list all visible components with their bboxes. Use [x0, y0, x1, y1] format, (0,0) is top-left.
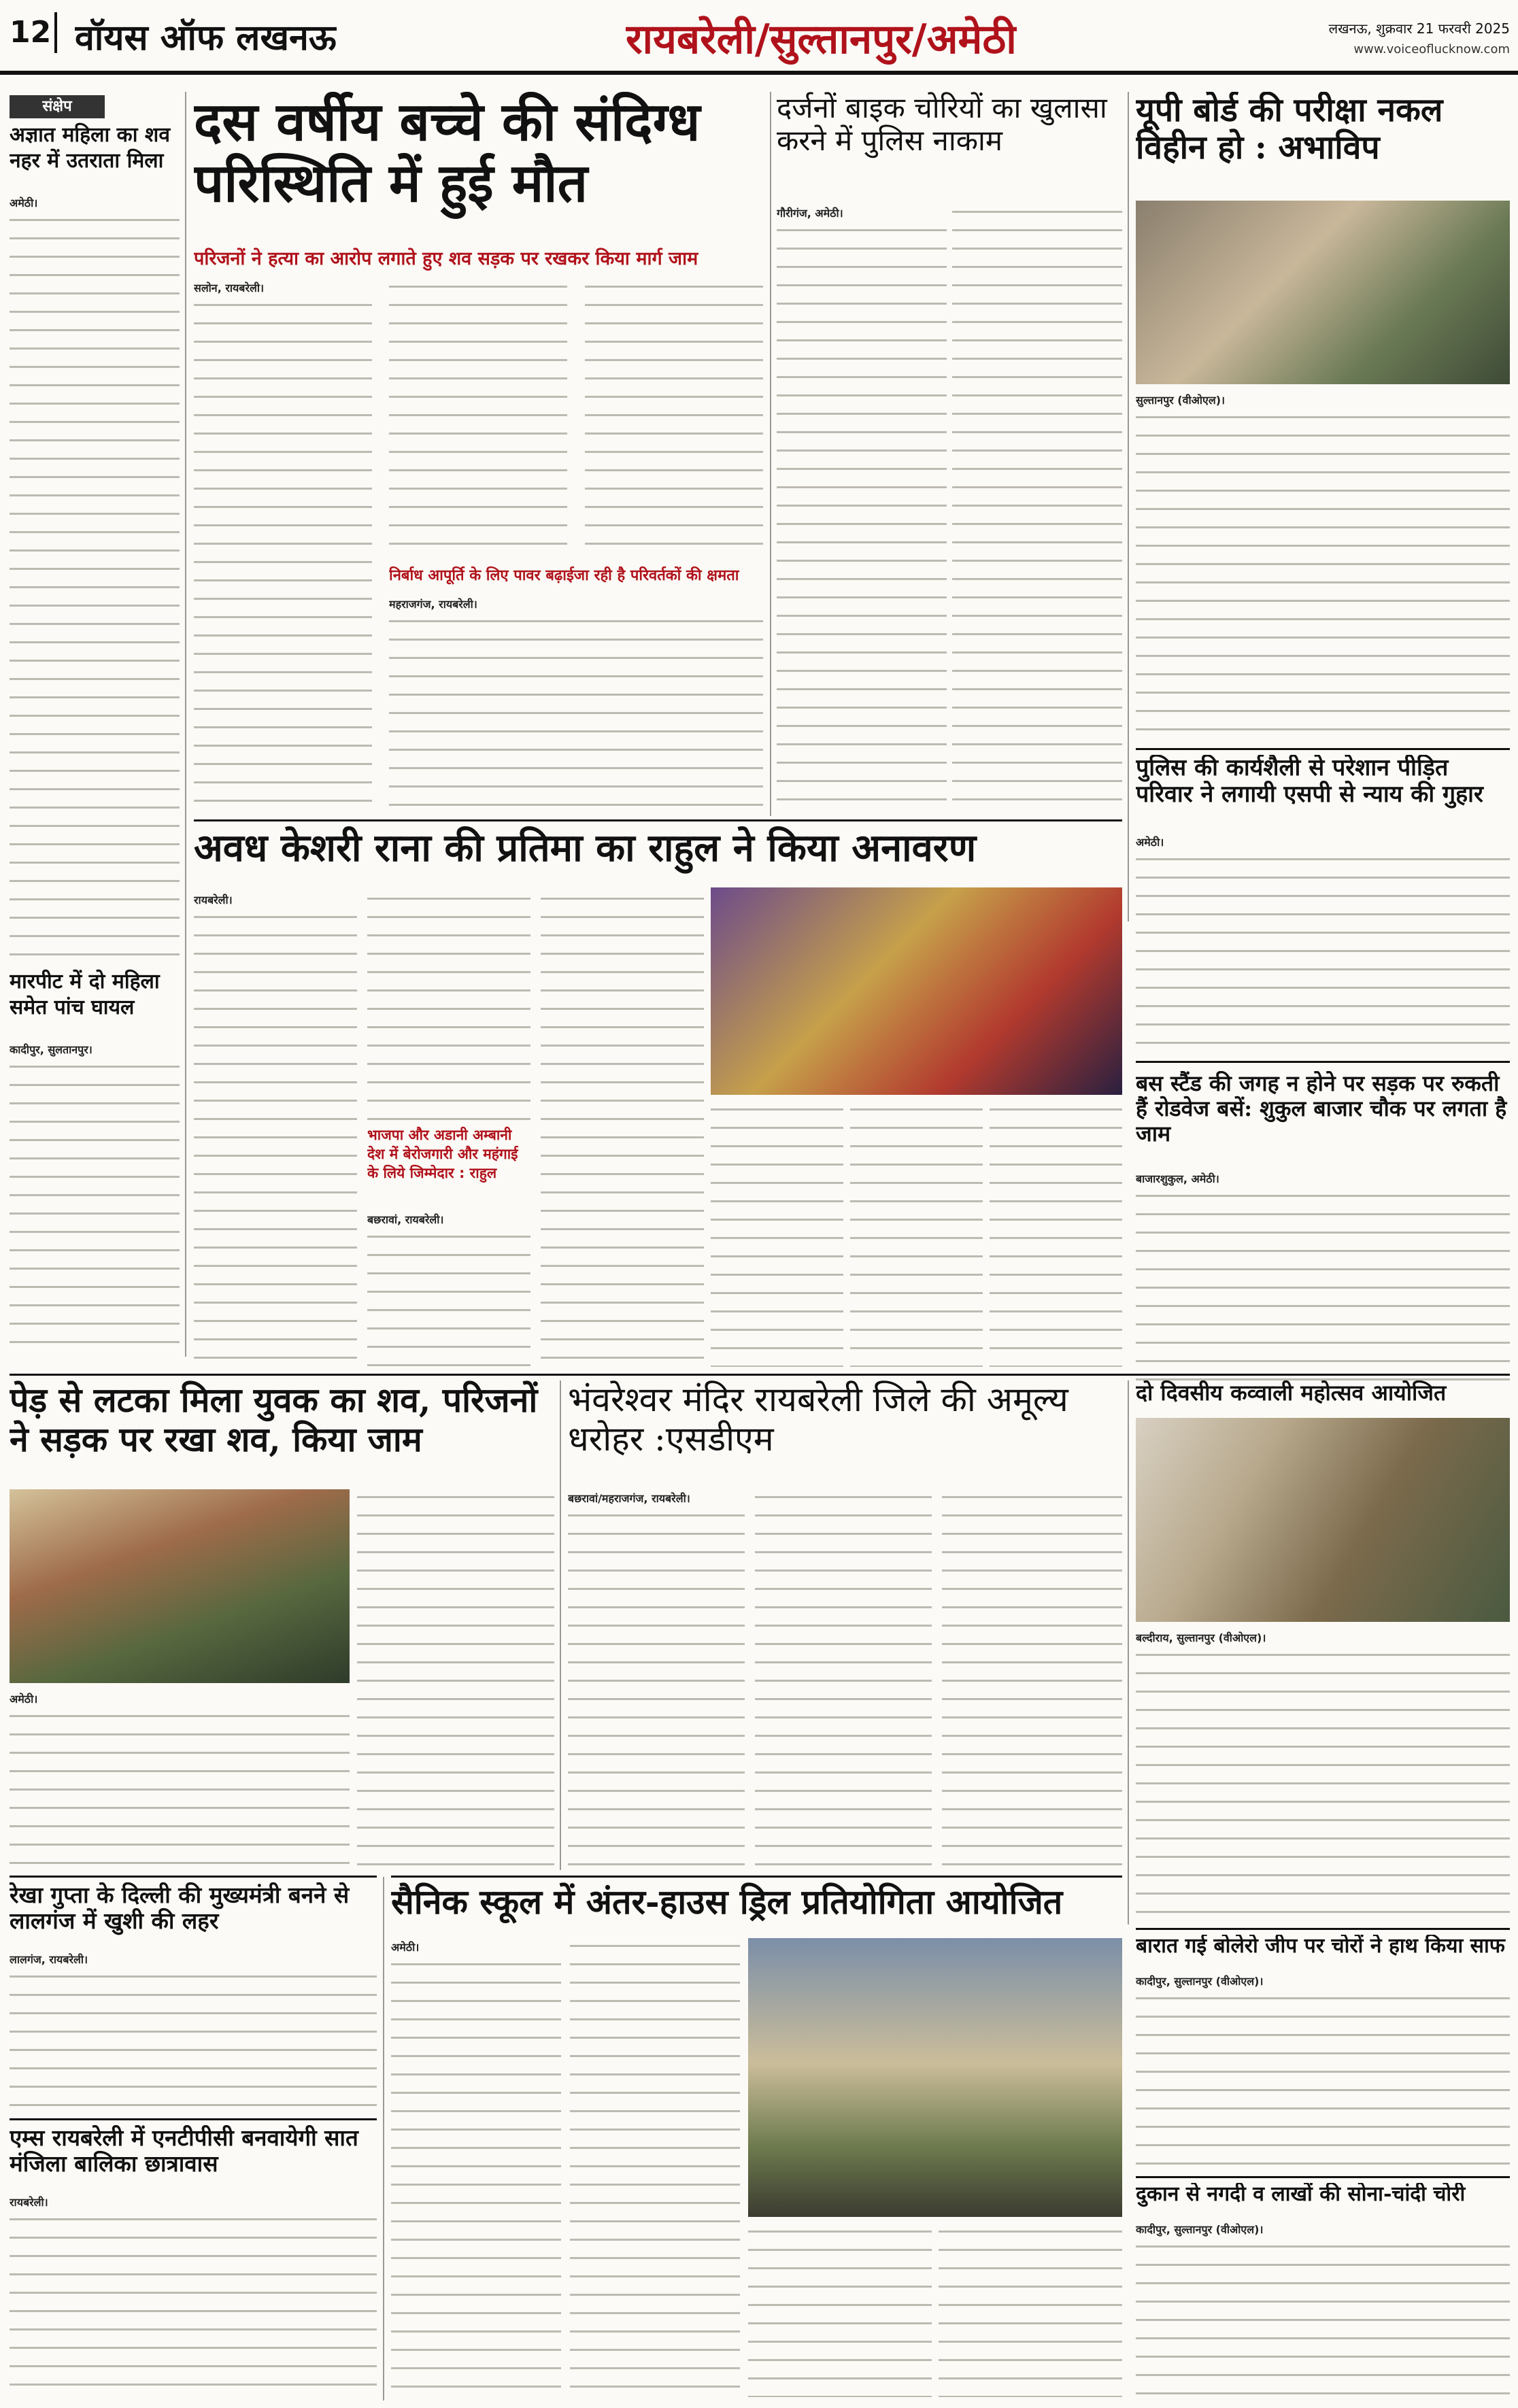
- temple-headline: भंवरेश्वर मंदिर रायबरेली जिले की अमूल्य धरोहर :एसडीएम: [568, 1380, 1068, 1459]
- text-block: [367, 1229, 530, 1367]
- ntpc-headline: एम्स रायबरेली में एनटीपीसी बनवायेगी सात मंजिला बालिका छात्रावास: [10, 2125, 358, 2177]
- sainik-body-col-1: [391, 1938, 561, 2397]
- section-rule: [10, 1876, 377, 1878]
- qawwali-body: [1136, 1629, 1510, 1921]
- qawwali-dateline: बल्दीराय, सुल्तानपुर (वीओएल)।: [1136, 1631, 1266, 1644]
- lead-body-col-1: [194, 279, 372, 816]
- text-block: [10, 212, 180, 966]
- qawwali-headline: दो दिवसीय कव्वाली महोत्सव आयोजित: [1136, 1380, 1447, 1406]
- sainik-dateline: अमेठी।: [391, 1941, 420, 1954]
- text-block: [1136, 2239, 1510, 2397]
- text-block: [389, 613, 763, 816]
- rahul-body-col-5: [850, 1102, 983, 1367]
- sidebar-headline-2: मारपीट में दो महिला समेत पांच घायल: [10, 970, 160, 1019]
- up-board-body: [1136, 391, 1510, 745]
- sainik-body-col-2: [570, 1938, 740, 2397]
- text-block: [777, 222, 947, 816]
- paper-name: वॉयस ऑफ लखनऊ: [75, 18, 337, 58]
- text-block: [711, 1102, 843, 1367]
- section-rule: [10, 1374, 1510, 1376]
- sainik-photo: [748, 1938, 1122, 2217]
- rahul-body-col-6: [990, 1102, 1122, 1367]
- section-rule: [1136, 1061, 1510, 1063]
- column-rule: [560, 1380, 561, 1870]
- text-block: [990, 1102, 1122, 1367]
- sidebar-story-1-body: [10, 194, 180, 966]
- text-block: [10, 1969, 377, 2114]
- column-rule: [770, 92, 771, 816]
- bus-stand-headline: बस स्टैंड की जगह न होने पर सड़क पर रुकती हैं रोडवेज बसें: शुकुल बाजार चौक पर लगता है जाम: [1136, 1071, 1507, 1147]
- rahul-inset-body: [367, 1210, 530, 1367]
- section-rule: [1136, 748, 1510, 750]
- tree-body-col-1: [10, 1690, 350, 1870]
- text-block: [1136, 409, 1510, 745]
- rahul-body-col-2: [367, 891, 530, 1122]
- sainik-body-col-3: [748, 2224, 932, 2397]
- tree-body-dateline: अमेठी।: [10, 1693, 38, 1706]
- text-block: [585, 279, 763, 558]
- temple-body-col-1: [568, 1489, 745, 1870]
- text-block: [952, 204, 1122, 816]
- text-block: [1136, 851, 1510, 1057]
- temple-dateline: बछरावां/महराजगंज, रायबरेली।: [568, 1492, 690, 1505]
- lead-inset-dateline: महराजगंज, रायबरेली।: [389, 598, 477, 611]
- jewellery-dateline: कादीपुर, सुल्तानपुर (वीओएल)।: [1136, 2223, 1264, 2236]
- text-block: [1136, 1188, 1510, 1394]
- bus-stand-dateline: बाजारशुकुल, अमेठी।: [1136, 1172, 1219, 1185]
- website-link[interactable]: www.voiceoflucknow.com: [1353, 42, 1510, 56]
- lead-headline: दस वर्षीय बच्चे की संदिग्ध परिस्थिति में हुई मौत: [194, 92, 701, 214]
- text-block: [755, 1489, 932, 1870]
- column-rule: [185, 92, 186, 1357]
- lead-body-col-2: [389, 279, 567, 558]
- rahul-body-col-4: [711, 1102, 843, 1367]
- sidebar-label: संक्षेप: [10, 95, 105, 118]
- jewellery-headline: दुकान से नगदी व लाखों की सोना-चांदी चोरी: [1136, 2183, 1466, 2206]
- wedding-jeep-body: [1136, 1972, 1510, 2169]
- lead-inset-body: [389, 595, 763, 816]
- ntpc-body: [10, 2193, 377, 2397]
- text-block: [1136, 1647, 1510, 1921]
- section-rule: [1136, 2176, 1510, 2178]
- temple-body-col-2: [755, 1489, 932, 1870]
- section-rule: [10, 2118, 377, 2120]
- bike-theft-body-col-2: [952, 204, 1122, 816]
- text-block: [568, 1508, 745, 1870]
- section-title: रायबरेली/सुल्तानपुर/अमेठी: [626, 16, 1017, 63]
- rahul-headline: अवध केशरी राना की प्रतिमा का राहुल ने किया अनावरण: [194, 826, 977, 870]
- up-board-photo: [1136, 201, 1510, 384]
- masthead: [0, 0, 1518, 75]
- lead-body-col-3: [585, 279, 763, 558]
- lead-inset-headline: निर्बाध आपूर्ति के लिए पावर बढ़ाईजा रही है परिवर्तकों की क्षमता: [389, 567, 739, 584]
- text-block: [389, 279, 567, 558]
- column-rule: [383, 1877, 384, 2401]
- text-block: [391, 1956, 561, 2397]
- divider: [54, 12, 57, 53]
- bike-theft-body-col-1: [777, 204, 947, 816]
- text-block: [942, 1489, 1122, 1870]
- text-block: [748, 2224, 932, 2397]
- rekha-body: [10, 1950, 377, 2114]
- text-block: [541, 891, 704, 1367]
- rekha-headline: रेखा गुप्ता के दिल्ली की मुख्यमंत्री बनने से लालगंज में खुशी की लहर: [10, 1882, 350, 1934]
- rahul-photo: [711, 887, 1122, 1095]
- rahul-body-col-3: [541, 891, 704, 1367]
- rahul-inset-headline: भाजपा और अडानी अम्बानी देश में बेरोजगारी और महंगाई के लिये जिम्मेदार : राहुल: [367, 1127, 518, 1181]
- ntpc-dateline: रायबरेली।: [10, 2196, 48, 2209]
- lead-subhead: परिजनों ने हत्या का आरोप लगाते हुए शव सड़क पर रखकर किया मार्ग जाम: [194, 248, 698, 269]
- police-family-headline: पुलिस की कार्यशैली से परेशान पीड़ित परिवार ने लगायी एसपी से न्याय की गुहार: [1136, 755, 1483, 809]
- tree-body-photo: [10, 1489, 350, 1683]
- section-rule: [194, 819, 1122, 821]
- wedding-jeep-dateline: कादीपुर, सुल्तानपुर (वीओएल)।: [1136, 1975, 1264, 1988]
- qawwali-photo: [1136, 1418, 1510, 1622]
- section-rule: [1136, 1928, 1510, 1930]
- tree-body-col-2: [357, 1489, 554, 1870]
- temple-body-col-3: [942, 1489, 1122, 1870]
- text-block: [10, 2211, 377, 2397]
- sidebar-story-2-body: [10, 1040, 180, 1353]
- column-rule: [1128, 1380, 1129, 1924]
- text-block: [939, 2224, 1122, 2397]
- sainik-body-col-4: [939, 2224, 1122, 2397]
- issue-date: लखनऊ, शुक्रवार 21 फरवरी 2025: [1328, 20, 1510, 37]
- text-block: [570, 1938, 740, 2397]
- rahul-inset-dateline: बछरावां, रायबरेली।: [367, 1213, 444, 1226]
- text-block: [10, 1708, 350, 1870]
- lead-dateline: सलोन, रायबरेली।: [194, 282, 265, 294]
- sainik-headline: सैनिक स्कूल में अंतर-हाउस ड्रिल प्रतियोगिता आयोजित: [391, 1882, 1063, 1922]
- up-board-headline: यूपी बोर्ड की परीक्षा नकल विहीन हो : अभाविप: [1136, 92, 1443, 167]
- rahul-dateline: रायबरेली।: [194, 894, 233, 906]
- rahul-inset: [367, 1125, 530, 1367]
- police-family-body: [1136, 833, 1510, 1057]
- wedding-jeep-headline: बारात गई बोलेरो जीप पर चोरों ने हाथ किया साफ: [1136, 1935, 1505, 1958]
- page-number: 12: [10, 15, 52, 50]
- text-block: [357, 1489, 554, 1870]
- police-family-dateline: अमेठी।: [1136, 836, 1164, 849]
- text-block: [194, 909, 357, 1367]
- bus-stand-body: [1136, 1170, 1510, 1394]
- text-block: [10, 1059, 180, 1353]
- sidebar-headline-1: अज्ञात महिला का शव नहर में उतराता मिला: [10, 123, 170, 173]
- text-block: [194, 297, 372, 816]
- bike-theft-headline: दर्जनों बाइक चोरियों का खुलासा करने में पुलिस नाकाम: [777, 92, 1107, 158]
- column-rule: [1128, 92, 1129, 921]
- sidebar-dateline-1: अमेठी।: [10, 197, 38, 209]
- up-board-dateline: सुल्तानपुर (वीओएल)।: [1136, 394, 1226, 407]
- section-rule: [391, 1876, 1122, 1878]
- rekha-dateline: लालगंज, रायबरेली।: [10, 1953, 88, 1966]
- sidebar-dateline-2: कादीपुर, सुलतानपुर।: [10, 1043, 92, 1056]
- tree-body-headline: पेड़ से लटका मिला युवक का शव, परिजनों ने सड़क पर रखा शव, किया जाम: [10, 1380, 538, 1459]
- lead-inset: [389, 564, 763, 816]
- text-block: [367, 891, 530, 1122]
- jewellery-body: [1136, 2220, 1510, 2397]
- bike-theft-dateline: गौरीगंज, अमेठी।: [777, 207, 843, 220]
- rahul-body-col-1: [194, 891, 357, 1367]
- text-block: [1136, 1990, 1510, 2169]
- text-block: [850, 1102, 983, 1367]
